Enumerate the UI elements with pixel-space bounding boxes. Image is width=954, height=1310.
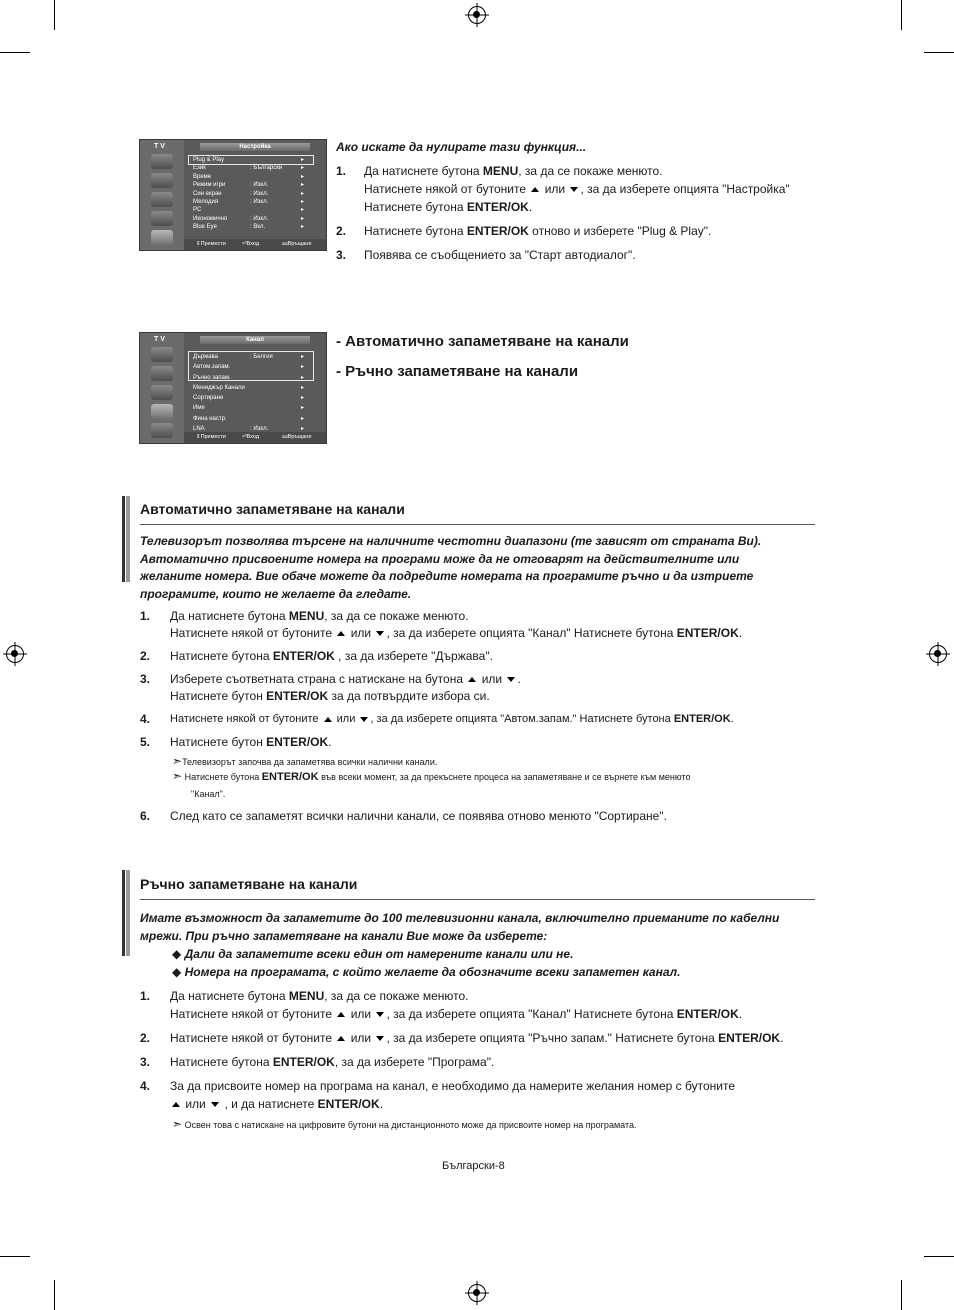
- auto-step-5: Натиснете бутон ENTER/OK.: [170, 735, 332, 749]
- up-arrow-icon: [468, 677, 476, 682]
- menu-item-list: [190, 352, 322, 434]
- registration-mark-icon: [929, 645, 947, 663]
- arrow-right-icon: ▸: [300, 207, 304, 214]
- menu-footer: [184, 239, 326, 250]
- arrow-right-icon: ▸: [300, 395, 304, 402]
- menu-item: Език : Български ▸: [193, 165, 304, 172]
- arrow-right-icon: ▸: [300, 165, 304, 172]
- reset-step-2: Натиснете бутона ENTER/OK отново и изберете "Plug & Play".: [364, 224, 712, 238]
- auto-intro: желаните номера. Вие обаче можете да подредите номерата на програмите ръчно и да изтриете: [140, 569, 754, 583]
- down-arrow-icon: [376, 1012, 384, 1017]
- menu-sidebar: [140, 140, 184, 250]
- section-link-auto: - Автоматично запаметяване на канали: [336, 333, 629, 350]
- menu-item: Plug & Play ▸: [193, 157, 304, 163]
- tv-label: T V: [154, 143, 165, 150]
- section-bar: [122, 496, 130, 582]
- manual-intro: Имате възможност да запаметите до 100 телевизионни канала, включително приеманите по кабелни: [140, 911, 780, 925]
- auto-step-1a: Да натиснете бутона MENU, за да се покаже менюто.: [170, 609, 469, 623]
- crop-mark: [54, 1280, 55, 1310]
- arrow-right-icon: ▸: [300, 215, 304, 222]
- section-title-auto: Автоматично запаметяване на канали: [140, 501, 405, 517]
- arrow-right-icon: ▸: [300, 405, 304, 412]
- arrow-right-icon: ▸: [300, 384, 304, 391]
- manual-bullet-2: ◆ Номера на програмата, с който желаете да обозначите всеки запаметен канал.: [172, 965, 681, 979]
- auto-intro: Телевизорът позволява търсене на наличните честотни диапазони (те зависят от страната Ви).: [140, 534, 762, 548]
- arrow-right-icon: ▸: [300, 426, 304, 433]
- reset-heading: Ако искате да нулирате тази функция...: [336, 140, 587, 154]
- menu-item: Ръчно запам. ▸: [190, 373, 322, 383]
- crop-mark: [54, 0, 55, 30]
- menu-title: Канал: [200, 336, 310, 344]
- auto-step-2: Натиснете бутона ENTER/OK , за да изберете "Държава".: [170, 649, 493, 663]
- step-number: 3.: [140, 1055, 151, 1069]
- step-number: 5.: [140, 735, 151, 749]
- arrow-right-icon: ▸: [300, 224, 304, 231]
- menu-item: PC ▸: [193, 207, 304, 214]
- menu-item-list: [190, 156, 322, 232]
- arrow-right-icon: ▸: [300, 173, 304, 180]
- enter-hint: ⏎ Вход: [242, 434, 260, 440]
- registration-mark-icon: [468, 1284, 486, 1302]
- arrow-right-icon: ▸: [300, 415, 304, 422]
- step-number: 6.: [140, 809, 151, 823]
- crop-mark: [924, 52, 954, 53]
- reset-step-1a: Да натиснете бутона MENU, за да се покаже менюто.: [364, 164, 663, 178]
- step-number: 2.: [336, 224, 347, 238]
- auto-note-2-cont: "Канал".: [191, 789, 226, 799]
- menu-title: Настройка: [200, 143, 310, 151]
- arrow-right-icon: ▸: [300, 364, 304, 371]
- section-bar: [122, 870, 130, 956]
- auto-step-3a: Изберете съответната страна с натискане на бутона или .: [170, 672, 521, 686]
- picture-icon: [151, 347, 173, 362]
- menu-item: Име ▸: [190, 403, 322, 413]
- crop-mark: [0, 52, 30, 53]
- step-number: 1.: [336, 164, 347, 178]
- menu-item: LNA : Изкл. ▸: [190, 424, 322, 434]
- reset-step-3: Появява се съобщението за "Старт автодиалог".: [364, 248, 636, 262]
- step-number: 1.: [140, 609, 151, 623]
- auto-step-4: Натиснете някой от бутоните или , за да изберете опцията "Автом.запам." Натиснете бутона ENTER/OK.: [170, 713, 734, 725]
- auto-step-6: След като се запаметят всички налични канали, се появява отново менюто "Сортиране".: [170, 809, 667, 823]
- sound-icon: [151, 366, 173, 381]
- step-number: 1.: [140, 989, 151, 1003]
- crop-mark: [0, 1256, 30, 1257]
- channel-icon: [151, 385, 173, 400]
- picture-icon: [151, 154, 173, 169]
- down-arrow-icon: [570, 187, 578, 192]
- menu-item: Сортиране ▸: [190, 393, 322, 403]
- menu-item: Фина настр. ▸: [190, 414, 322, 424]
- auto-step-1b: Натиснете някой от бутоните или , за да изберете опцията "Канал" Натиснете бутона ENTER/OK.: [170, 626, 743, 640]
- manual-step-3: Натиснете бутона ENTER/OK, за да изберете "Програма".: [170, 1055, 495, 1069]
- tv-label: T V: [154, 336, 165, 343]
- down-arrow-icon: [376, 1036, 384, 1041]
- auto-note-2: ➣ Натиснете бутона ENTER/OK във всеки момент, за да прекъснете процеса на запаметяване и се върнете към менюто: [172, 769, 691, 783]
- arrow-right-icon: ▸: [300, 182, 304, 189]
- manual-step-4b: или , и да натиснете ENTER/OK.: [170, 1095, 383, 1113]
- sound-icon: [151, 173, 173, 188]
- arrow-right-icon: ▸: [300, 198, 304, 205]
- arrow-right-icon: ▸: [300, 354, 304, 360]
- step-number: 4.: [140, 712, 151, 726]
- down-arrow-icon: [507, 677, 515, 682]
- step-number: 3.: [140, 672, 151, 686]
- note-arrow-icon: ➣: [172, 1117, 183, 1131]
- return-hint: ⅏ Връщане: [282, 241, 312, 247]
- auto-step-3b: Натиснете бутон ENTER/OK за да потвърдите избора си.: [170, 689, 490, 703]
- diamond-bullet-icon: ◆: [172, 965, 182, 979]
- step-number: 3.: [336, 248, 347, 262]
- menu-item: Икономично : Изкл. ▸: [193, 215, 304, 222]
- diamond-bullet-icon: ◆: [172, 947, 182, 961]
- manual-note-1: ➣ Освен това с натискане на цифровите бутони на дистанционното може да присвоите номер на програмата.: [172, 1117, 637, 1131]
- section-link-manual: - Ръчно запаметяване на канали: [336, 363, 579, 380]
- arrow-right-icon: ▸: [300, 190, 304, 197]
- up-arrow-icon: [531, 187, 539, 192]
- enter-hint: ⏎ Вход: [242, 241, 260, 247]
- input-icon: [151, 404, 173, 419]
- manual-step-1a: Да натиснете бутона MENU, за да се покаже менюто.: [170, 989, 469, 1003]
- manual-step-2: Натиснете някой от бутоните или , за да изберете опцията "Ръчно запам." Натиснете бутона ENTER/OK.: [170, 1031, 784, 1045]
- reset-step-1c: Натиснете бутона ENTER/OK.: [364, 200, 533, 214]
- registration-mark-icon: [6, 645, 24, 663]
- menu-item: Автом.запам. ▸: [190, 362, 322, 372]
- page-footer: Български-8: [442, 1160, 505, 1172]
- manual-step-4a: За да присвоите номер на програма на канал, е необходимо да намерите желания номер с бутоните: [170, 1079, 736, 1093]
- menu-item: Мелодия : Изкл. ▸: [193, 198, 304, 205]
- note-arrow-icon: ➣: [172, 754, 183, 768]
- down-arrow-icon: [360, 717, 368, 722]
- tv-menu-channel-screenshot: [139, 332, 327, 444]
- menu-item: Blue Eye : Вкл. ▸: [193, 224, 304, 231]
- auto-intro: програмите, които не желаете да гледате.: [140, 587, 412, 601]
- up-arrow-icon: [324, 717, 332, 722]
- up-arrow-icon: [337, 1036, 345, 1041]
- input-icon: [151, 211, 173, 226]
- step-number: 2.: [140, 1031, 151, 1045]
- setup-icon: [151, 423, 173, 438]
- crop-mark: [901, 0, 902, 30]
- menu-item: Син екран : Изкл. ▸: [193, 190, 304, 197]
- arrow-right-icon: ▸: [300, 374, 304, 381]
- move-hint: ⇕ Премести: [196, 241, 226, 247]
- menu-item: Държава : Белгия ▸: [190, 352, 322, 362]
- menu-sidebar: [140, 333, 184, 443]
- down-arrow-icon: [211, 1102, 219, 1107]
- menu-item: Режим игри : Изкл. ▸: [193, 182, 304, 189]
- move-hint: ⇕ Премести: [196, 434, 226, 440]
- menu-footer: [184, 432, 326, 443]
- crop-mark: [924, 1256, 954, 1257]
- note-arrow-icon: ➣: [172, 769, 183, 783]
- menu-item: Време ▸: [193, 173, 304, 180]
- tv-menu-setup-screenshot: [139, 139, 327, 251]
- section-title-manual: Ръчно запаметяване на канали: [140, 876, 358, 892]
- step-number: 2.: [140, 649, 151, 663]
- manual-step-1b: Натиснете някой от бутоните или , за да изберете опцията "Канал" Натиснете бутона ENTER/OK.: [170, 1007, 743, 1021]
- section-rule: [140, 524, 815, 525]
- down-arrow-icon: [376, 631, 384, 636]
- channel-icon: [151, 192, 173, 207]
- manual-bullet-1: ◆ Дали да запаметите всеки един от намерените канали или не.: [172, 947, 574, 961]
- registration-mark-icon: [468, 6, 486, 24]
- menu-item: Мениджър Канали ▸: [190, 383, 322, 393]
- crop-mark: [901, 1280, 902, 1310]
- up-arrow-icon: [172, 1102, 180, 1107]
- reset-step-1b: Натиснете някой от бутоните или , за да изберете опцията "Настройка": [364, 182, 790, 196]
- setup-icon: [151, 230, 173, 245]
- section-rule: [140, 899, 815, 900]
- return-hint: ⅏ Връщане: [282, 434, 312, 440]
- step-number: 4.: [140, 1079, 151, 1093]
- auto-note-1: ➣Телевизорът започва да запаметява всички налични канали.: [172, 754, 438, 768]
- manual-intro: мрежи. При ръчно запаметяване на канали Вие може да изберете:: [140, 929, 548, 943]
- up-arrow-icon: [337, 1012, 345, 1017]
- arrow-right-icon: ▸: [300, 157, 304, 163]
- auto-intro: Автоматично присвоените номера на програми може да не отговарят на действителните или: [140, 552, 740, 566]
- up-arrow-icon: [337, 631, 345, 636]
